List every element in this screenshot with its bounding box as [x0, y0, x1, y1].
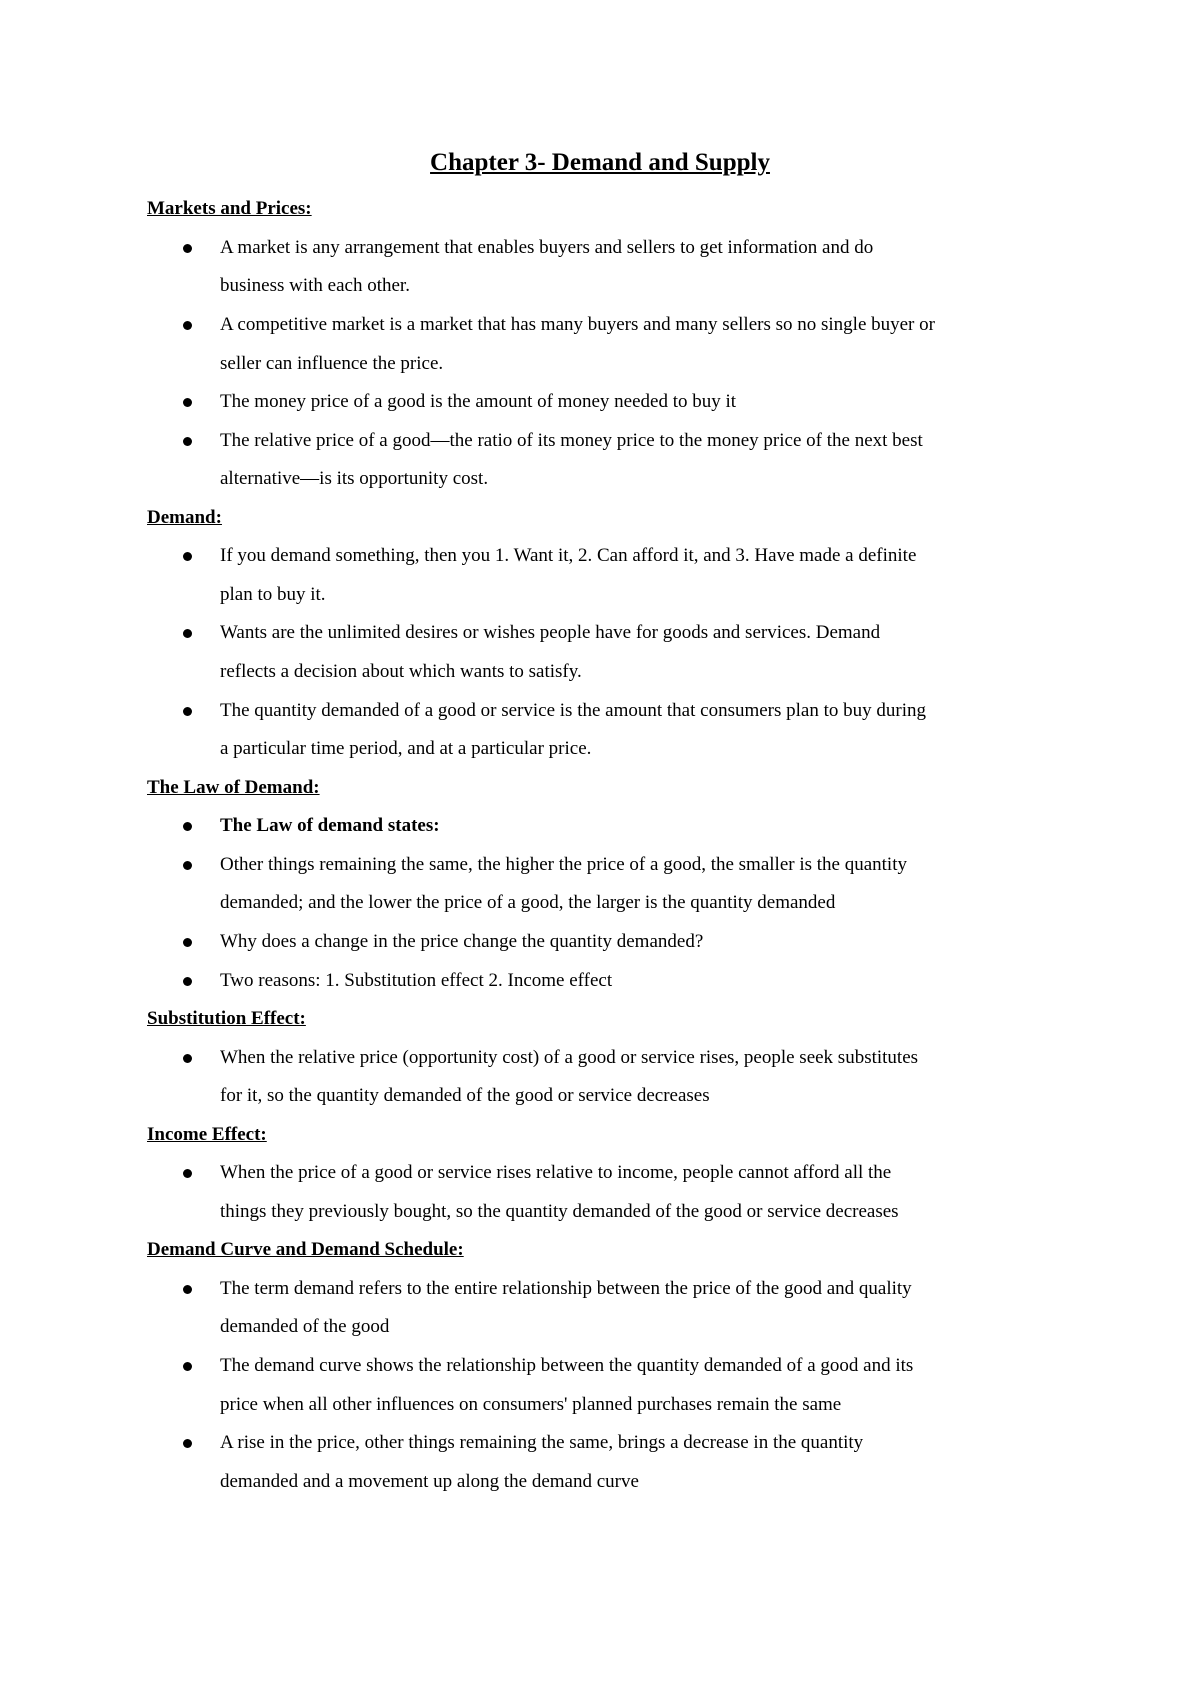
- list-item-line: Wants are the unlimited desires or wishes people have for goods and services. Demand: [220, 622, 881, 643]
- page-title: Chapter 3- Demand and Supply: [430, 149, 770, 176]
- bullet-icon: [183, 977, 192, 986]
- bullet-icon: [183, 1054, 192, 1063]
- section-heading-markets-and-prices: Markets and Prices:: [147, 198, 312, 219]
- bullet-icon: [183, 861, 192, 870]
- list-item-line: A rise in the price, other things remaining the same, brings a decrease in the quantity: [220, 1432, 864, 1453]
- list-item-line: Two reasons: 1. Substitution effect 2. Income effect: [220, 970, 613, 991]
- list-item-line: demanded and a movement up along the demand curve: [220, 1471, 639, 1492]
- bullet-icon: [183, 1285, 192, 1294]
- bullet-icon: [183, 938, 192, 947]
- bullet-icon: [183, 629, 192, 638]
- bullet-icon: [183, 321, 192, 330]
- list-item-line: A competitive market is a market that has many buyers and many sellers so no single buyer or: [220, 314, 935, 335]
- list-item-line: If you demand something, then you 1. Want it, 2. Can afford it, and 3. Have made a definite: [220, 545, 917, 566]
- list-item-line: business with each other.: [220, 275, 410, 296]
- section-heading-demand: Demand:: [147, 507, 222, 528]
- bullet-icon: [183, 552, 192, 561]
- list-item-line: Why does a change in the price change the quantity demanded?: [220, 931, 704, 952]
- section-heading-law-of-demand: The Law of Demand:: [147, 777, 320, 798]
- list-item-line: When the relative price (opportunity cost) of a good or service rises, people seek substitutes: [220, 1047, 919, 1068]
- bullet-icon: [183, 822, 192, 831]
- list-item-line: demanded; and the lower the price of a good, the larger is the quantity demanded: [220, 892, 836, 913]
- list-item-line: The relative price of a good—the ratio of its money price to the money price of the next best: [220, 430, 923, 451]
- list-item-line: for it, so the quantity demanded of the good or service decreases: [220, 1085, 710, 1106]
- bullet-icon: [183, 398, 192, 407]
- bullet-icon: [183, 707, 192, 716]
- list-item-line: alternative—is its opportunity cost.: [220, 468, 489, 489]
- bullet-icon: [183, 244, 192, 253]
- bullet-icon: [183, 1169, 192, 1178]
- list-item-line: things they previously bought, so the quantity demanded of the good or service decreases: [220, 1201, 899, 1222]
- list-item-line: The Law of demand states:: [220, 815, 440, 836]
- list-item-line: plan to buy it.: [220, 584, 326, 605]
- list-item-line: price when all other influences on consumers' planned purchases remain the same: [220, 1394, 842, 1415]
- section-heading-substitution-effect: Substitution Effect:: [147, 1008, 306, 1029]
- list-item-line: demanded of the good: [220, 1316, 390, 1337]
- list-item-line: The demand curve shows the relationship between the quantity demanded of a good and its: [220, 1355, 914, 1376]
- section-heading-demand-curve-and-schedule: Demand Curve and Demand Schedule:: [147, 1239, 464, 1260]
- bullet-icon: [183, 1439, 192, 1448]
- list-item-line: The quantity demanded of a good or service is the amount that consumers plan to buy during: [220, 700, 926, 721]
- list-item-line: Other things remaining the same, the higher the price of a good, the smaller is the quantity: [220, 854, 907, 875]
- section-heading-income-effect: Income Effect:: [147, 1124, 267, 1145]
- list-item-line: When the price of a good or service rises relative to income, people cannot afford all the: [220, 1162, 892, 1183]
- list-item-line: a particular time period, and at a particular price.: [220, 738, 592, 759]
- list-item-line: reflects a decision about which wants to satisfy.: [220, 661, 582, 682]
- bullet-icon: [183, 437, 192, 446]
- list-item-line: A market is any arrangement that enables buyers and sellers to get information and do: [220, 237, 874, 258]
- list-item-line: The term demand refers to the entire relationship between the price of the good and quality: [220, 1278, 912, 1299]
- list-item-line: The money price of a good is the amount of money needed to buy it: [220, 391, 737, 412]
- bullet-icon: [183, 1362, 192, 1371]
- list-item-line: seller can influence the price.: [220, 353, 444, 374]
